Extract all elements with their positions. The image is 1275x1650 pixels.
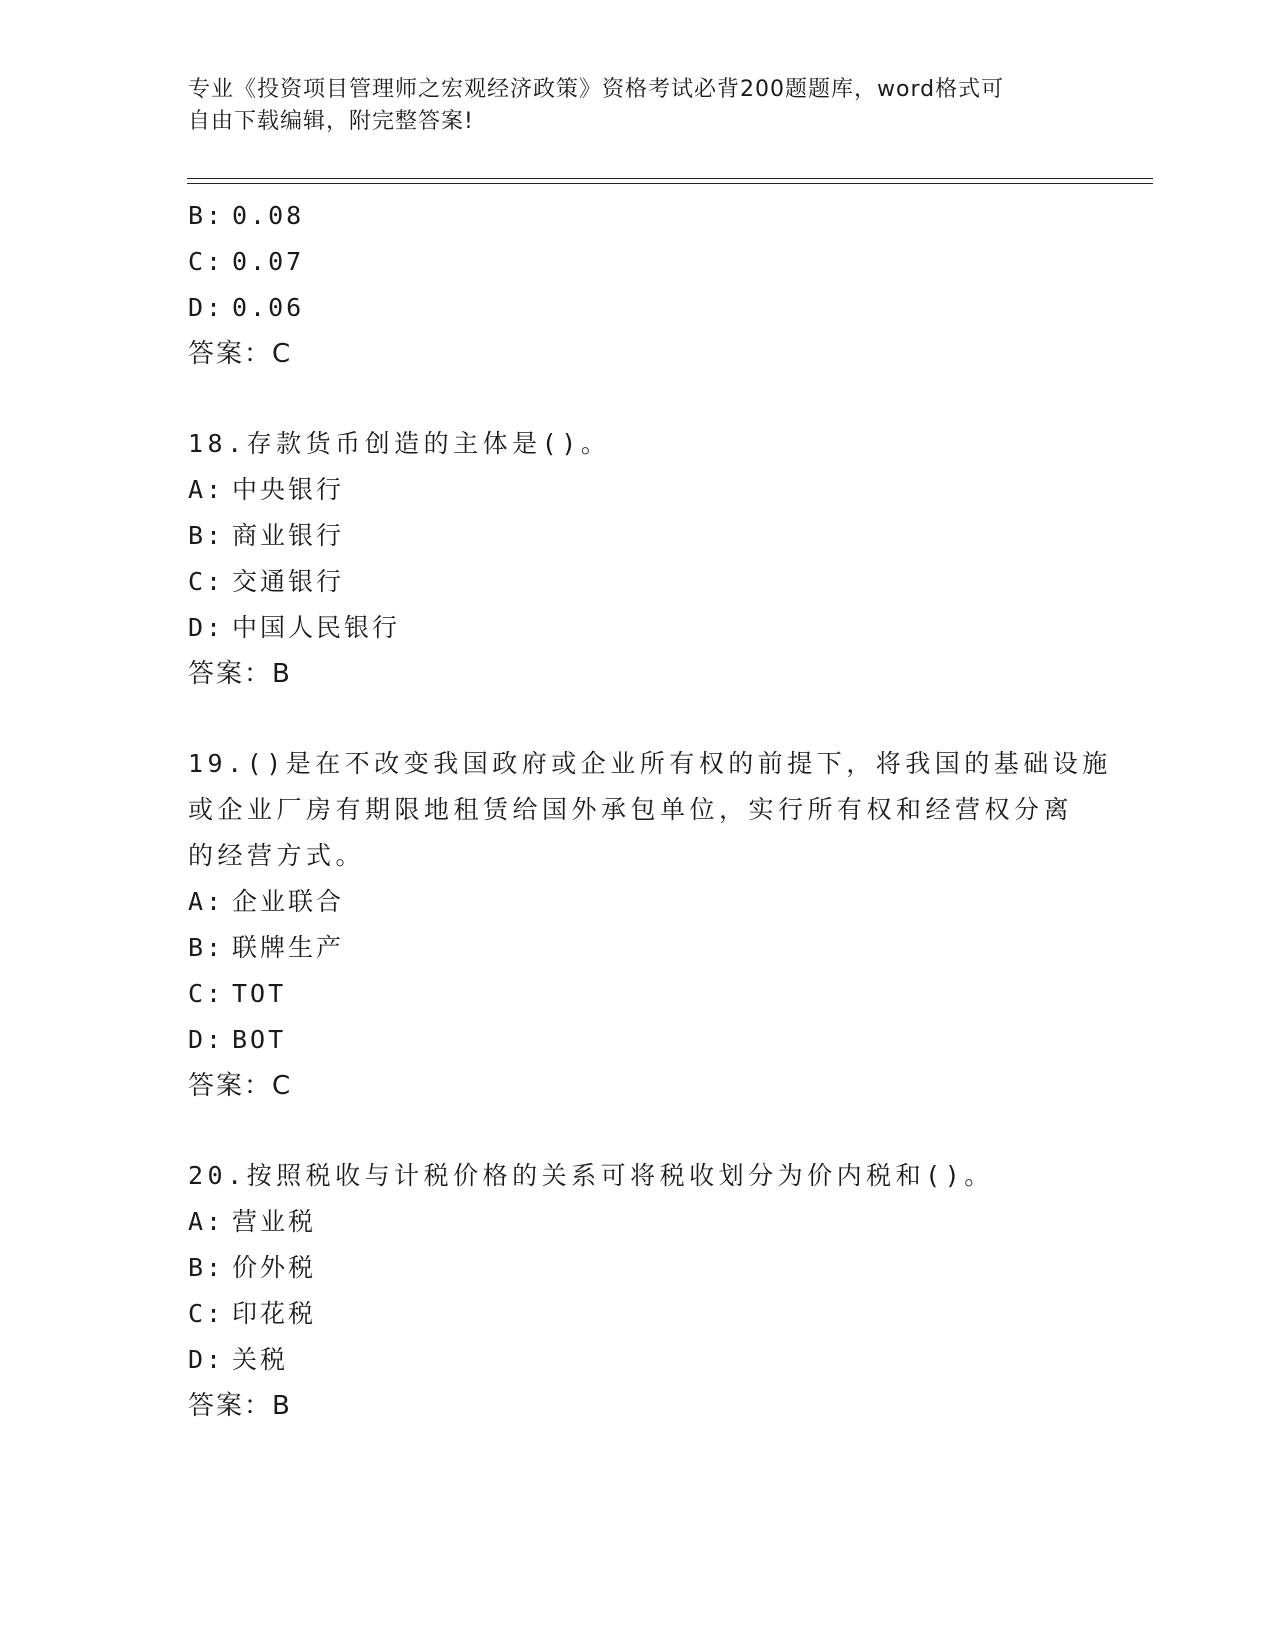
- question-stem-line: 18.存款货币创造的主体是()。: [188, 429, 611, 458]
- option-d: D: 0.06: [188, 293, 305, 322]
- answer-line: 答案：C: [188, 1071, 293, 1101]
- option-c: C: 交通银行: [188, 567, 345, 596]
- option-d: D: 中国人民银行: [188, 613, 401, 642]
- option-a: A: 中央银行: [188, 475, 345, 504]
- option-c: C: TOT: [188, 979, 287, 1008]
- header-divider-top: [187, 178, 1153, 179]
- answer-line: 答案：B: [188, 1391, 292, 1421]
- header-divider-bottom: [187, 183, 1153, 184]
- option-c: C: 0.07: [188, 247, 305, 276]
- question-stem-line: 的经营方式。: [188, 841, 366, 870]
- answer-line: 答案：C: [188, 339, 293, 369]
- option-b: B: 价外税: [188, 1253, 317, 1282]
- option-b: B: 商业银行: [188, 521, 345, 550]
- header-line-1: 专业《投资项目管理师之宏观经济政策》资格考试必背200题题库，word格式可: [188, 77, 1005, 102]
- question-17-continued: [188, 193, 1088, 377]
- header-line-2: 自由下载编辑，附完整答案!: [188, 109, 474, 134]
- option-a: A: 企业联合: [188, 887, 345, 916]
- question-stem-line: 或企业厂房有期限地租赁给国外承包单位，实行所有权和经营权分离: [188, 795, 1074, 824]
- question-stem: [188, 1153, 1088, 1199]
- option-d: D: 关税: [188, 1345, 289, 1374]
- question-list: [188, 193, 1112, 1429]
- question-20: [188, 1153, 1088, 1429]
- question-stem: [188, 741, 1112, 879]
- answer-line: 答案：B: [188, 659, 292, 689]
- question-19: [188, 741, 1112, 1109]
- option-a: A: 营业税: [188, 1207, 317, 1236]
- question-18: [188, 421, 1088, 697]
- document-header: [188, 74, 1068, 138]
- option-c: C: 印花税: [188, 1299, 317, 1328]
- question-stem-line: 19.()是在不改变我国政府或企业所有权的前提下，将我国的基础设施: [188, 749, 1112, 778]
- option-b: B: 0.08: [188, 201, 305, 230]
- option-d: D: BOT: [188, 1025, 287, 1054]
- option-b: B: 联牌生产: [188, 933, 345, 962]
- question-stem-line: 20.按照税收与计税价格的关系可将税收划分为价内税和()。: [188, 1161, 994, 1190]
- question-stem: [188, 421, 1088, 467]
